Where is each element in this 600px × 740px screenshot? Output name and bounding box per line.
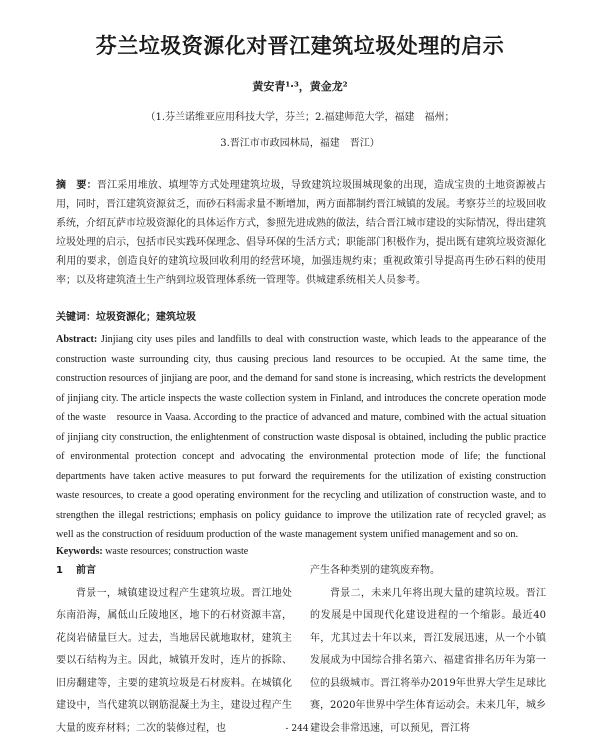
left-column xyxy=(56,560,292,740)
chinese-abstract-label: 摘 要： xyxy=(56,180,97,191)
english-abstract xyxy=(56,330,546,545)
paragraph-background-two: 背景二，未来几年将出现大量的建筑垃圾。晋江的发展是中国现代化建设进程的一个缩影。最近40年，尤其过去十年以来，晋江发展迅速，从一个小镇发展成为中国综合排名第六、福建省排名历年为第一位的县级城市。晋江将举办2019年世界大学生足球比赛，2020年世界中学生体育运动会。未来几年，城乡建设会非常迅速，可以预见，晋江将 xyxy=(310,583,546,740)
section-title: 前言 xyxy=(76,565,96,576)
section-heading xyxy=(56,560,292,583)
chinese-keywords-label: 关键词： xyxy=(56,312,96,323)
author-line: 黄安青¹·³，黄金龙² xyxy=(0,78,600,94)
english-keywords-label: Keywords: xyxy=(56,546,103,557)
affiliation-line-2: 3.晋江市市政园林局，福建 晋江） xyxy=(0,134,600,149)
paragraph-background-one: 背景一，城镇建设过程产生建筑垃圾。晋江地处东南沿海，属低山丘陵地区，地下的石材资源丰富，花岗岩储量巨大。过去，当地居民就地取材，建筑主要以石结构为主。因此，城镇开发时，连片的拆除、旧房翻建等，主要的建筑垃圾是石材废料。在城镇化建设中，当代建筑以钢筋混凝土为主，建设过程产生大量的废弃材料；二次的装修过程，也 xyxy=(56,583,292,740)
right-column xyxy=(310,560,546,740)
chinese-abstract xyxy=(56,176,546,290)
page-number: - 244 - xyxy=(0,724,600,734)
english-abstract-text: Jinjiang city uses piles and landfills to deal with construction waste, which leads to the appearance of the construction waste surrounding city, thus causing precious land resources to be occupied. At the same time, the construction resources of jinjiang are poor, and the demand for sand stone is increasing, which restricts the development of jinjiang city. The article inspects the waste collection system in Finland, and introduces the concrete operation mode of the waste resource in Vaasa. According to the practice of advanced and mature, combined with the actual situation of jinjiang city construction, the enlightenment of construction waste disposal is obtained, including the public practice of environmental protection concept and advocating the environmental protection mode of life; the functional departments have taken active measures to put forward the requirements for the utilization of existing construction waste resources, to create a good operating environment for the recycling and utilization of construction waste, and to strengthen the illegal restrictions; emphasis on policy guidance to improve the utilization rate of recycled gravel; as well as the construction of residuum production of the waste management system unified management and so on. xyxy=(56,334,546,540)
paper-title: 芬兰垃圾资源化对晋江建筑垃圾处理的启示 xyxy=(0,30,600,60)
english-abstract-label: Abstract: xyxy=(56,334,97,345)
chinese-keywords-text: 垃圾资源化；建筑垃圾 xyxy=(96,312,196,323)
affiliation-line-1: （1.芬兰诺维亚应用科技大学，芬兰；2.福建师范大学，福建 福州； xyxy=(0,108,600,123)
english-keywords xyxy=(56,542,546,561)
paragraph-continuation: 产生各种类别的建筑废弃物。 xyxy=(310,560,546,583)
chinese-keywords xyxy=(56,308,546,327)
chinese-abstract-text: 晋江采用堆放、填埋等方式处理建筑垃圾，导致建筑垃圾围城现象的出现，造成宝贵的土地资源被占用，同时，晋江建筑资源贫乏，而砂石料需求量不断增加，两方面都制约晋江城镇的发展。考察芬兰的垃圾回收系统，介绍瓦萨市垃圾资源化的具体运作方式，参照先进成熟的做法，结合晋江城市建设的实际情况，得出建筑垃圾处理的启示，包括市民实践环保理念、倡导环保的生活方式；职能部门积极作为，提出既有建筑垃圾资源化利用的要求，创造良好的建筑垃圾回收利用的经营环境，加强违规约束；重视政策引导提高再生砂石料的使用率；以及将建筑渣土生产纳到垃圾管理体系统一管理等。供城建系统相关人员参考。 xyxy=(56,180,546,286)
section-number: 1 xyxy=(56,560,76,583)
english-keywords-text: waste resources; construction waste xyxy=(103,546,249,557)
